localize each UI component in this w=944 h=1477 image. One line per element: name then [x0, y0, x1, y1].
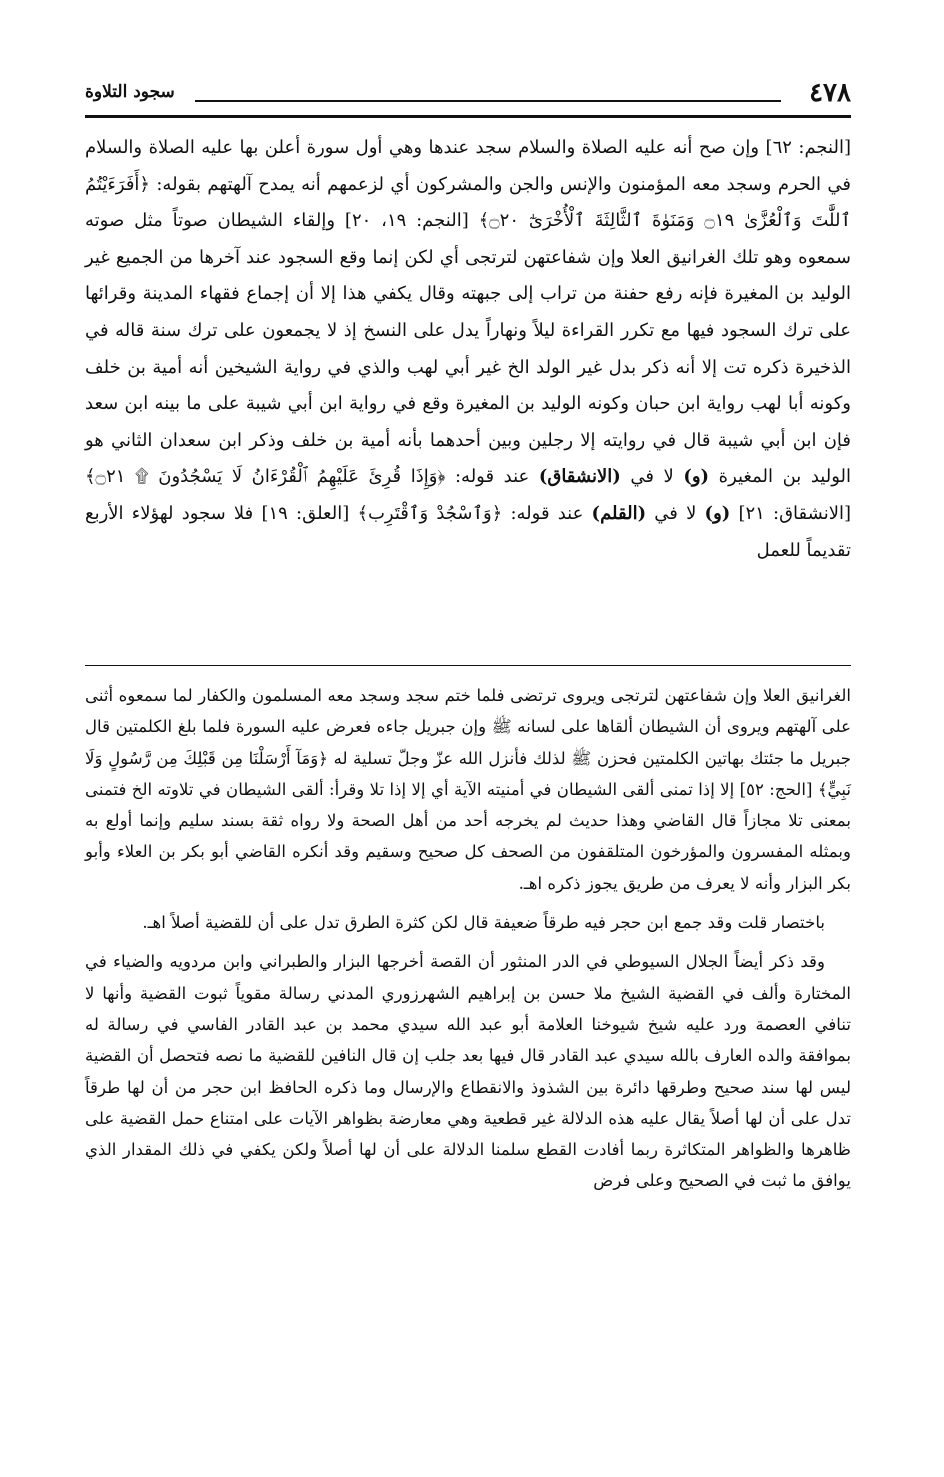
quran-verse: ﴿وَٱسْجُدْ وَٱقْتَرِب﴾: [357, 502, 503, 524]
footnote-paragraph: [85, 680, 851, 899]
header-rule: [195, 100, 781, 102]
text-run: [الانشقاق: ٢١]: [730, 502, 852, 524]
running-title: سجود التلاوة: [85, 82, 175, 102]
text-run: عند قوله:: [445, 466, 539, 488]
text-run: [النجم: ٦٢] وإن صح أنه عليه الصلاة والسلام سجد عندها وهي أول سورة أعلن بها عليه الصلاة والسلام في الحرم وسجد معه المؤمنون والإنس والجن والمشركون أي لزعمهم أنه يمدح آلهتهم بقوله:: [85, 137, 851, 195]
header-bottom-rule: [85, 115, 851, 118]
text-run: الغرانيق العلا وإن شفاعتهن لترتجى ويروى ترتضى فلما ختم سجد وسجد معه المسلمون والكفار لما سمعوه أثنى على آلهتهم ويروى أن الشيطان ألقاها على لسانه ﷺ وإن جبريل جاءه فعرض عليه السورة فلما بلغ الكلمتين قال جبريل ما جئتك بهاتين الكلمتين فحزن ﷺ لذلك فأنزل الله عزّ وجلّ تسلية له: [85, 686, 851, 768]
surah-name: (القلم): [591, 502, 647, 524]
text-run: عند قوله:: [502, 502, 592, 524]
surah-name: (الانشقاق): [538, 466, 621, 488]
main-paragraph: [85, 130, 851, 569]
quran-verse: ﴿وَمَآ أَرْسَلْنَا مِن قَبْلِكَ مِن رَّسُولٍ وَلَا نَبِيٍّ﴾: [85, 748, 851, 799]
text-run: [العلق: ١٩] فلا سجود لهؤلاء الأربع تقديماً للعمل: [85, 502, 851, 561]
main-text: [85, 130, 851, 569]
footnote-paragraph: باختصار قلت وقد جمع ابن حجر فيه طرقاً ضعيفة قال لكن كثرة الطرق تدل على أن للقضية أصلاً اهـ.: [142, 913, 825, 933]
footnotes: [85, 680, 851, 1197]
page-number: ٤٧٨: [809, 78, 851, 108]
quran-verse: ﴿أَفَرَءَيْتُمُ ٱللَّٰتَ وَٱلْعُزَّىٰ ۝١٩ وَمَنَوٰةَ ٱلثَّالِثَةَ ٱلْأُخْرَىٰٓ ۝٢٠﴾: [85, 173, 852, 232]
quran-verse: ﴿وَإِذَا قُرِئَ عَلَيْهِمُ ٱلْقُرْءَانُ لَا يَسْجُدُونَ ۩ ۝٢١﴾: [85, 466, 446, 488]
text-run: لا في: [620, 466, 684, 488]
footnote-separator: [85, 665, 851, 666]
footnote-paragraph: وقد ذكر أيضاً الجلال السيوطي في الدر المنثور أن القصة أخرجها البزار والطبراني وابن مردويه والضياء في المختارة وألف في القضية الشيخ ملا حسن بن إبراهيم الشهرزوري المدني رسالة مقوياً ثبوت القضية وأنها لا تنافي العصمة ورد عليه شيخ شيوخنا العلامة أبو عبد الله سيدي محمد بن عبد القادر الفاسي في رسالة له بموافقة والده العارف بالله سيدي عبد القادر قال فيها بعد جلب إن قال النافين للقضية ما نصه فتحصل أن القضية ليس لها سند صحيح وطرقها دائرة بين الشذوذ والانقطاع والإرسال وما ذكره الحافظ ابن حجر من أن لها طرقاً تدل على أن لها أصلاً يقال عليه هذه الدلالة غير قطعية وهي معارضة بظواهر الآيات على امتناع حمل القضية على ظاهرها والظواهر المتكاثرة ربما أفادت القطع سلمنا الدلالة على أن لها أصلاً ولكن يكفي في ذلك المقدار الذي يوافق ما ثبت في الصحيح وعلى فرض: [85, 952, 851, 1191]
page-header: [85, 78, 851, 108]
text-run: [النجم: ١٩، ٢٠] وإلقاء الشيطان صوتاً مثل صوته سمعوه وهو تلك الغرانيق العلا وإن شفاعتهن لترتجى أي لكن إنما وقع السجود عند آخرها من الجميع غير الوليد بن المغيرة فإنه رفع حفنة من تراب إلى جبهته وقال يكفي هذا إلا أن إجماع فقهاء المدينة وقرائها على ترك السجود فيها مع تكرر القراءة ليلاً ونهاراً يدل على النسخ إذ لا يجمعون على ترك سنة قاله في الذخيرة ذكره تت إلا أنه ذكر بدل غير الولد الخ غير أبي لهب والذي في رواية الشيخين أنه أمية بن خلف وكونه أبا لهب رواية ابن حبان وكونه الوليد بن المغيرة وقع في رواية ابن أبي شيبة على ما بينه ابن سعد فإن ابن أبي شيبة قال في روايته إلا رجلين وبين أحدهما بأنه أمية بن خلف وذكر ابن سعدان الثاني هو الوليد بن المغيرة: [85, 210, 852, 488]
matn-marker: (و): [704, 502, 731, 524]
text-run: لا في: [646, 502, 705, 524]
text-run: [الحج: ٥٢] إلا إذا تمنى ألقى الشيطان في أمنيته الآية أي إلا إذا تلا وقرأ: ألقى الشيطان في تلاوته الخ فتمنى بمعنى تلا مجازاً قال القاضي وهذا حديث لم يخرجه أحد من أهل الصحة ولا رواه ثقة بسند سليم وإنما أولع به وبمثله المفسرون والمؤرخون المتلقفون من الصحف كل صحيح وسقيم وقد أنكره القاضي أبو بكر بن العلاء وأبو بكر البزار وأنه لا يعرف من طريق يجوز ذكره اهـ.: [85, 779, 851, 893]
matn-marker: (و): [683, 466, 710, 488]
